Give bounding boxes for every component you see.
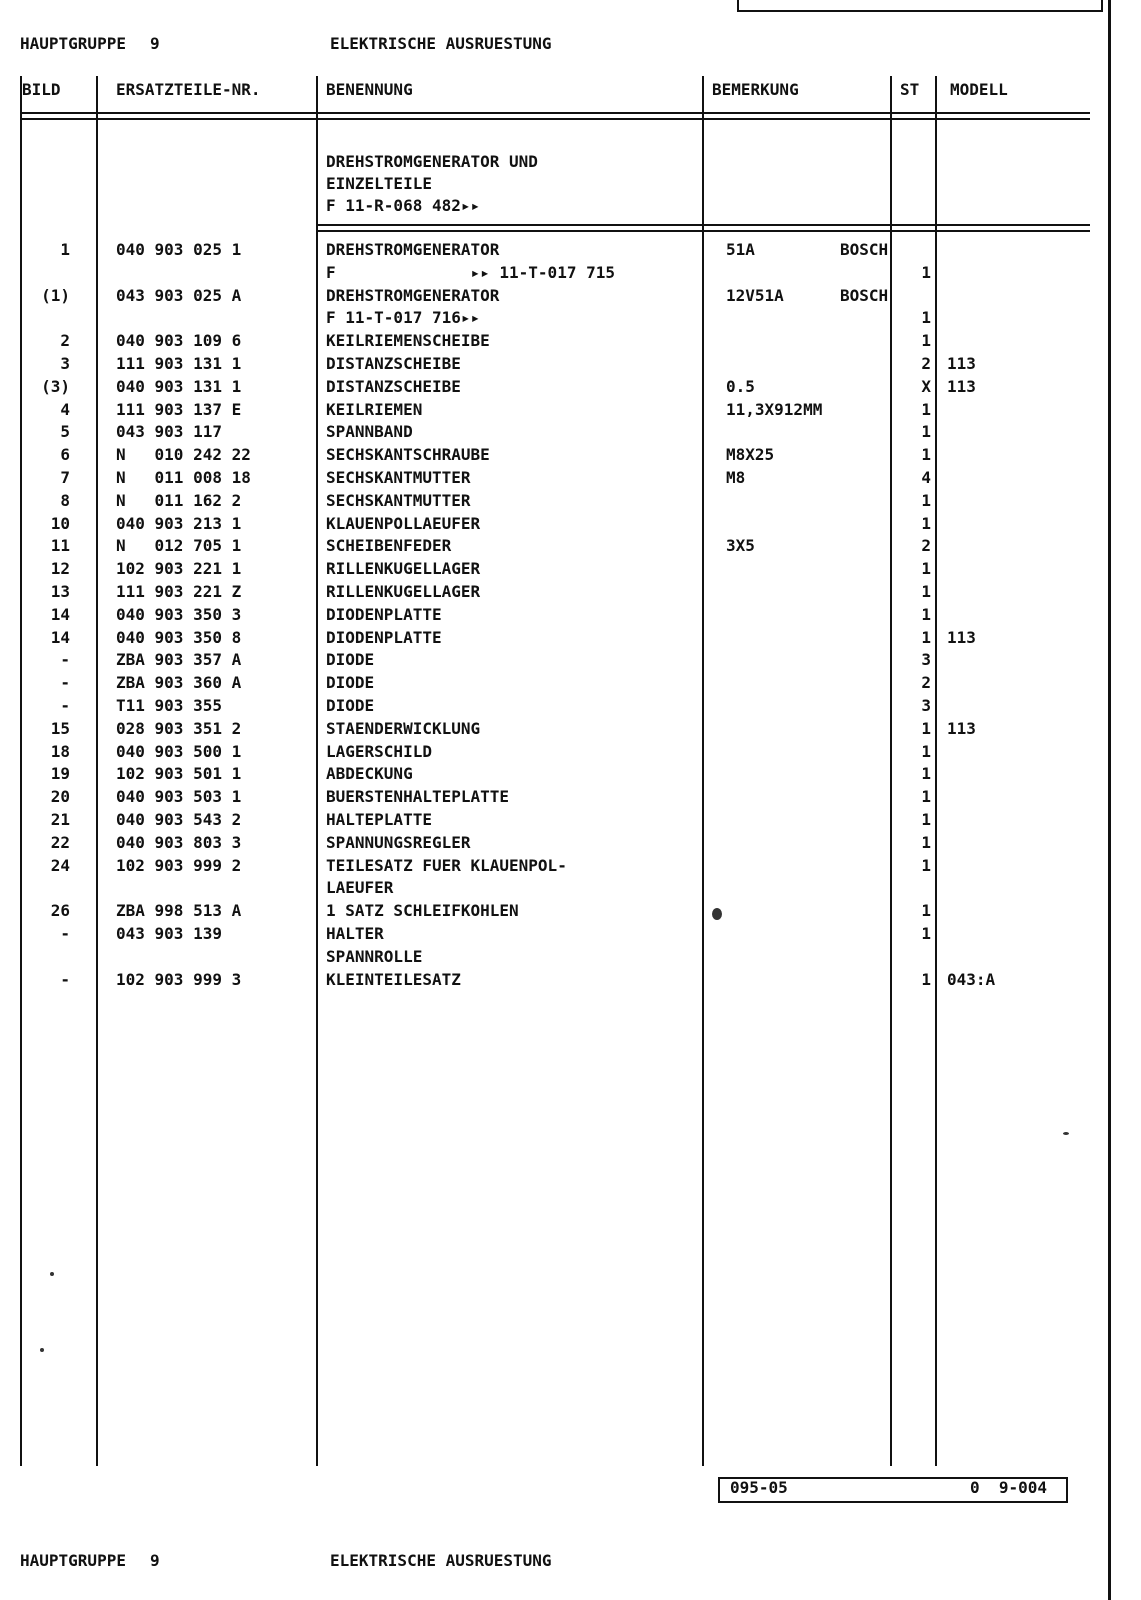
row-bild: (3) [41,376,70,396]
row-part-number: ZBA 903 360 A [116,673,242,693]
footer-group [20,1551,160,1570]
table-row [0,673,1141,696]
row-benennung: HALTEPLATTE [326,810,432,829]
row-benennung: SPANNBAND [326,422,413,442]
row-bild: 1 [60,240,70,259]
scan-speck [40,1348,44,1352]
row-stueck: 4 [921,468,931,487]
row-stueck: 1 [921,627,931,647]
row-bild: - [60,696,70,715]
row-stueck: 1 [921,718,931,738]
table-row [0,696,1141,719]
row-stueck: 1 [921,787,931,807]
row-part-number: 040 903 213 1 [116,513,242,533]
row-part-number: ZBA 998 513 A [116,901,242,921]
row-part-number: 102 903 999 2 [116,855,242,875]
row-benennung: SECHSKANTMUTTER [326,468,471,487]
row-part-number: 040 903 025 1 [116,240,242,259]
header-rule [20,112,1090,120]
row-stueck: 1 [921,308,931,328]
row-stueck: 1 [921,513,931,533]
row-benennung: SECHSKANTSCHRAUBE [326,445,490,465]
table-row [0,354,1141,377]
row-stueck: 1 [921,764,931,784]
col-head-benennung: BENENNUNG [326,80,413,99]
row-bild: 20 [50,787,70,807]
row-bemerkung: 51A [726,240,755,259]
row-bild: - [60,650,70,670]
table-row [0,764,1141,787]
row-stueck: X [921,376,931,396]
section-line-1: DREHSTROMGENERATOR UND [326,152,538,171]
row-part-number: ZBA 903 357 A [116,650,242,670]
table-row [0,605,1141,628]
row-part-number: 040 903 543 2 [116,810,242,829]
row-bild: 19 [50,764,70,784]
row-part-number: T11 903 355 [116,696,222,715]
row-benennung: DIODENPLATTE [326,627,442,647]
row-benennung: DISTANZSCHEIBE [326,354,461,373]
table-row [0,970,1141,993]
table-row [0,719,1141,742]
table-row [0,445,1141,468]
row-bemerkung: 3X5 [726,536,755,556]
row-stueck: 3 [921,696,931,715]
footer-group-label: HAUPTGRUPPE [20,1551,126,1570]
table-row [0,924,1141,947]
row-bild: 6 [60,445,70,465]
footer-page-left: 095-05 [730,1478,788,1497]
row-stueck: 1 [921,399,931,419]
section-line-3: F 11-R-068 482▸▸ [326,196,481,215]
row-part-number: N 011 008 18 [116,468,251,487]
row-part-number: 111 903 137 E [116,399,242,419]
row-part-number: N 012 705 1 [116,536,242,556]
table-row [0,947,1141,970]
row-bild: 15 [50,718,70,738]
row-benennung: F ▸▸ 11-T-017 715 [326,262,615,282]
row-stueck: 2 [921,354,931,373]
table-row [0,559,1141,582]
row-part-number: 111 903 131 1 [116,354,242,373]
row-bemerkung: 0.5 [726,376,755,396]
row-part-number: 102 903 501 1 [116,764,242,784]
row-bild: 2 [60,331,70,351]
row-bild: 8 [60,490,70,510]
scan-speck [712,908,722,920]
row-benennung: LAEUFER [326,878,394,898]
row-stueck: 1 [921,604,931,624]
row-benennung: DREHSTROMGENERATOR [326,240,500,259]
table-row [0,650,1141,673]
table-row [0,833,1141,856]
row-stueck: 2 [921,536,931,556]
row-bild: 7 [60,468,70,487]
header-group-number: 9 [149,34,160,53]
row-benennung: DIODE [326,696,375,715]
row-part-number: 043 903 025 A [116,285,242,305]
col-head-modell: MODELL [950,80,1008,99]
row-part-number: 040 903 350 8 [116,627,242,647]
table-row [0,536,1141,559]
row-bild: 14 [50,604,70,624]
row-bild: 11 [50,536,70,556]
row-benennung: DISTANZSCHEIBE [326,376,461,396]
row-modell: 113 [947,354,976,373]
row-bemerkung: 12V51A [726,285,784,305]
row-benennung: ABDECKUNG [326,764,413,784]
row-stueck: 2 [921,673,931,693]
row-part-number: 040 903 350 3 [116,604,242,624]
row-benennung: KLEINTEILESATZ [326,969,461,989]
row-benennung: LAGERSCHILD [326,741,432,761]
row-bemerkung: M8 [726,468,746,487]
row-stueck: 1 [921,490,931,510]
row-bild: 13 [50,582,70,601]
row-bild: 26 [50,901,70,921]
table-row [0,468,1141,491]
col-head-st: ST [900,80,920,99]
row-benennung: RILLENKUGELLAGER [326,582,481,601]
row-part-number: 040 903 131 1 [116,376,242,396]
row-benennung: RILLENKUGELLAGER [326,559,481,579]
row-part-number: 102 903 999 3 [116,969,242,989]
table-row [0,878,1141,901]
table-row [0,901,1141,924]
row-stueck: 1 [921,741,931,761]
row-stueck: 1 [921,559,931,579]
table-row [0,263,1141,286]
row-benennung: SPANNUNGSREGLER [326,832,471,852]
row-benennung: SCHEIBENFEDER [326,536,452,556]
row-modell: 113 [947,718,976,738]
scan-speck [50,1272,54,1276]
row-modell: 113 [947,376,976,396]
row-bild: 18 [50,741,70,761]
row-bild: 14 [50,627,70,647]
row-bemerkung-maker: BOSCH [840,240,889,259]
col-head-nr: ERSATZTEILE-NR. [116,80,261,99]
row-stueck: 1 [921,445,931,465]
row-benennung: KEILRIEMEN [326,399,423,419]
top-page-box [737,0,1103,12]
row-part-number: 040 903 803 3 [116,832,242,852]
row-bild: 4 [60,399,70,419]
row-bemerkung-maker: BOSCH [840,285,889,305]
row-stueck: 1 [921,582,931,601]
row-benennung: HALTER [326,924,384,943]
row-benennung: BUERSTENHALTEPLATTE [326,787,510,807]
table-row [0,286,1141,309]
row-bild: 12 [50,559,70,579]
footer-page-right: 0 9-004 [970,1478,1048,1497]
row-stueck: 1 [921,810,931,829]
row-benennung: DIODE [326,650,375,670]
row-benennung: SPANNROLLE [326,946,423,966]
row-bild: (1) [41,285,70,305]
row-bemerkung: M8X25 [726,445,775,465]
row-bild: 24 [50,855,70,875]
scan-speck [1063,1132,1069,1135]
table-row [0,240,1141,263]
row-stueck: 1 [921,855,931,875]
header-title: ELEKTRISCHE AUSRUESTUNG [330,34,552,53]
table-row [0,628,1141,651]
row-benennung: KLAUENPOLLAEUFER [326,513,481,533]
row-bild: 10 [50,513,70,533]
row-benennung: STAENDERWICKLUNG [326,718,481,738]
row-part-number: 040 903 503 1 [116,787,242,807]
table-row [0,377,1141,400]
row-modell: 113 [947,627,976,647]
row-stueck: 1 [921,262,931,282]
section-line-2: EINZELTEILE [326,174,432,193]
row-part-number: 043 903 139 [116,924,222,943]
row-bild: 5 [60,422,70,442]
table-row [0,400,1141,423]
header-group [20,34,160,53]
row-bild: 3 [60,354,70,373]
row-part-number: 028 903 351 2 [116,718,242,738]
table-row [0,742,1141,765]
table-row [0,308,1141,331]
row-benennung: DREHSTROMGENERATOR [326,285,500,305]
row-modell: 043:A [947,969,996,989]
table-row [0,856,1141,879]
row-benennung: SECHSKANTMUTTER [326,490,471,510]
col-head-bild: BILD [22,80,61,99]
row-stueck: 3 [921,650,931,670]
row-part-number: 040 903 109 6 [116,331,242,351]
row-benennung: F 11-T-017 716▸▸ [326,308,481,328]
row-bild: 22 [50,832,70,852]
row-part-number: N 010 242 22 [116,445,251,465]
row-bild: - [60,673,70,693]
col-head-bemerkung: BEMERKUNG [712,80,799,99]
row-part-number: 102 903 221 1 [116,559,242,579]
row-bemerkung: 11,3X912MM [726,399,823,419]
row-bild: 21 [50,810,70,829]
row-stueck: 1 [921,969,931,989]
section-rule [316,224,1090,232]
row-stueck: 1 [921,832,931,852]
row-stueck: 1 [921,331,931,351]
table-row [0,422,1141,445]
table-row [0,582,1141,605]
row-benennung: TEILESATZ FUER KLAUENPOL- [326,855,567,875]
row-bild: - [60,969,70,989]
row-stueck: 1 [921,901,931,921]
header-group-label: HAUPTGRUPPE [20,34,126,53]
table-row [0,514,1141,537]
table-row [0,787,1141,810]
row-benennung: DIODENPLATTE [326,604,442,624]
row-benennung: 1 SATZ SCHLEIFKOHLEN [326,901,519,921]
table-row [0,810,1141,833]
row-part-number: 040 903 500 1 [116,741,242,761]
footer-group-number: 9 [149,1551,160,1570]
row-part-number: 043 903 117 [116,422,222,442]
footer-title: ELEKTRISCHE AUSRUESTUNG [330,1551,552,1570]
row-bild: - [60,924,70,943]
row-stueck: 1 [921,924,931,943]
table-row [0,491,1141,514]
row-part-number: N 011 162 2 [116,490,242,510]
row-benennung: KEILRIEMENSCHEIBE [326,331,490,351]
table-row [0,331,1141,354]
row-part-number: 111 903 221 Z [116,582,242,601]
row-benennung: DIODE [326,673,375,693]
row-stueck: 1 [921,422,931,442]
